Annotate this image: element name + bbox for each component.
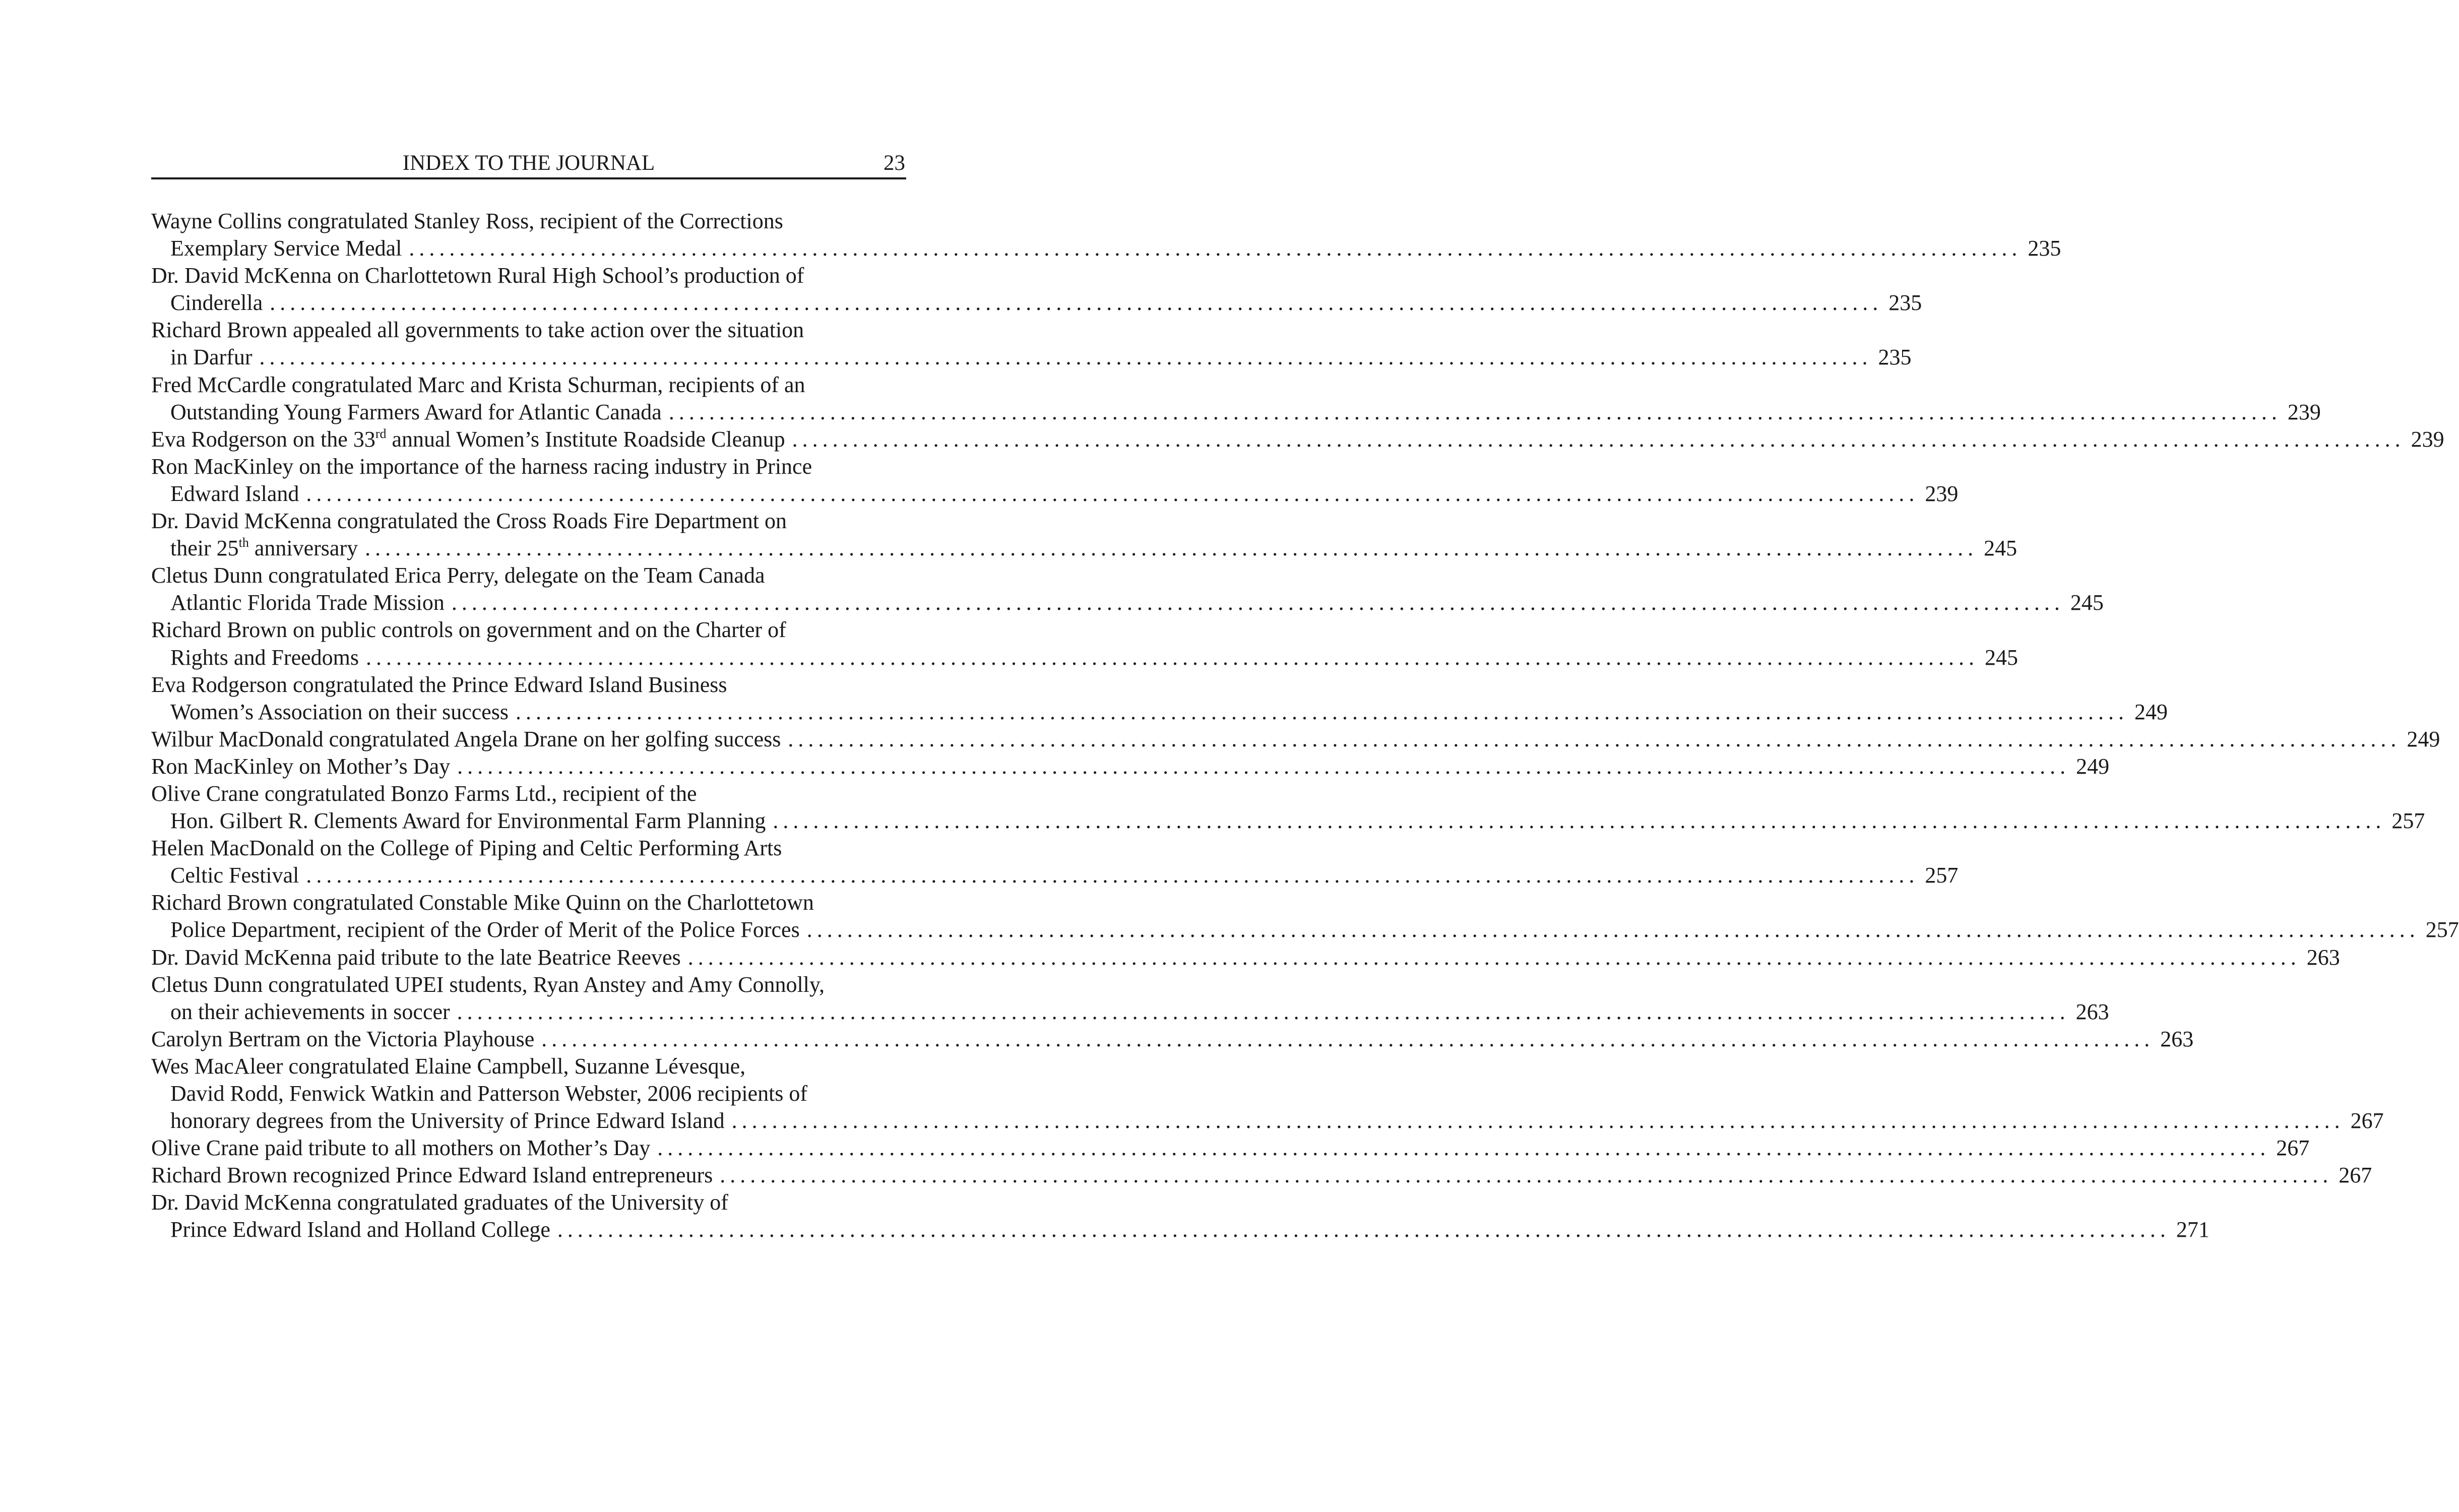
entry-text-line: Celtic Festival [170, 863, 299, 888]
leader-dots: ................................................................................................................................................................ [668, 399, 2282, 424]
page-reference: 239 [2287, 399, 2321, 424]
entry-text-line: Edward Island [170, 481, 299, 506]
leader-dots: ................................................................................................................................................................ [773, 808, 2386, 834]
index-entry [151, 1026, 2194, 1053]
index-entry [151, 371, 2321, 426]
index-entry [151, 780, 2425, 835]
page-reference: 271 [2176, 1217, 2210, 1242]
leader-dots: ................................................................................................................................................................ [806, 917, 2420, 942]
page-reference: 245 [2070, 590, 2104, 615]
page-header [151, 149, 906, 179]
leader-dots: ................................................................................................................................................................ [365, 536, 1978, 561]
page-reference: 245 [1984, 536, 2017, 561]
page-reference: 257 [2425, 917, 2459, 942]
page-number: 23 [884, 151, 905, 175]
leader-dots: ................................................................................................................................................................ [259, 345, 1872, 370]
index-entry-list [151, 208, 2459, 1244]
leader-dots: ................................................................................................................................................................ [657, 1136, 2271, 1161]
page-title: INDEX TO THE JOURNAL [402, 151, 655, 175]
entry-text-line: Olive Crane congratulated Bonzo Farms Ltd., recipient of the [151, 781, 697, 806]
entry-text-line: Carolyn Bertram on the Victoria Playhouse [151, 1026, 535, 1051]
entry-text-line: Eva Rodgerson on the 33rd annual Women’s Institute Roadside Cleanup [151, 426, 785, 452]
entry-text-line: Eva Rodgerson congratulated the Prince Edward Island Business [151, 672, 727, 697]
entry-text-line: David Rodd, Fenwick Watkin and Patterson Webster, 2006 recipients of [170, 1081, 808, 1106]
leader-dots: ................................................................................................................................................................ [720, 1163, 2333, 1188]
leader-dots: ................................................................................................................................................................ [541, 1026, 2155, 1051]
leader-dots: ................................................................................................................................................................ [457, 753, 2070, 779]
page-reference: 263 [2306, 944, 2340, 970]
index-entry [151, 944, 2340, 971]
page-reference: 235 [1888, 290, 1922, 316]
entry-text-line: Richard Brown congratulated Constable Mike Quinn on the Charlottetown [151, 890, 814, 915]
entry-text-line: Dr. David McKenna paid tribute to the late Beatrice Reeves [151, 944, 681, 970]
page-reference: 267 [2350, 1108, 2384, 1133]
entry-text-line: Outstanding Young Farmers Award for Atlantic Canada [170, 399, 662, 424]
leader-dots: ................................................................................................................................................................ [306, 863, 1919, 888]
leader-dots: ................................................................................................................................................................ [788, 726, 2401, 751]
entry-text-line: Wayne Collins congratulated Stanley Ross, recipient of the Corrections [151, 209, 783, 233]
page-reference: 249 [2134, 699, 2168, 724]
leader-dots: ................................................................................................................................................................ [365, 645, 1979, 670]
entry-text-line: Dr. David McKenna congratulated the Cross Roads Fire Department on [151, 509, 787, 534]
page-reference: 235 [2028, 236, 2061, 261]
entry-text-line: Fred McCardle congratulated Marc and Krista Schurman, recipients of an [151, 372, 805, 397]
entry-text-line: Richard Brown on public controls on government and on the Charter of [151, 617, 786, 643]
index-entry [151, 889, 2459, 943]
index-entry [151, 1053, 2384, 1135]
page-reference: 249 [2407, 726, 2440, 751]
entry-text-line: their 25th anniversary [170, 535, 358, 561]
entry-text-line: Dr. David McKenna on Charlottetown Rural High School’s production of [151, 263, 804, 288]
leader-dots: ................................................................................................................................................................ [457, 999, 2070, 1024]
index-entry [151, 453, 1959, 508]
entry-text-line: Women’s Association on their success [170, 699, 509, 724]
index-entry [151, 835, 1959, 889]
page-reference: 235 [1878, 345, 1912, 370]
entry-text-line: Ron MacKinley on Mother’s Day [151, 753, 451, 779]
index-entry [151, 671, 2168, 726]
index-entry [151, 508, 2017, 562]
ordinal-suffix: th [238, 535, 249, 550]
index-entry [151, 208, 2061, 262]
leader-dots: ................................................................................................................................................................ [451, 590, 2064, 615]
page-reference: 263 [2160, 1026, 2194, 1051]
entry-text-line: in Darfur [170, 345, 253, 370]
leader-dots: ................................................................................................................................................................ [306, 481, 1919, 506]
entry-text-line: Police Department, recipient of the Order of Merit of the Police Forces [170, 917, 800, 942]
index-entry [151, 426, 2444, 453]
page-reference: 267 [2339, 1163, 2372, 1188]
index-entry [151, 753, 2110, 780]
page-reference: 267 [2276, 1136, 2310, 1161]
entry-text-line: on their achievements in soccer [170, 999, 450, 1024]
page-reference: 245 [1984, 645, 2018, 670]
page-reference: 257 [1925, 863, 1959, 888]
entry-text-line: Wilbur MacDonald congratulated Angela Drane on her golfing success [151, 726, 781, 751]
index-entry [151, 262, 1922, 317]
entry-text-line: Olive Crane paid tribute to all mothers on Mother’s Day [151, 1136, 651, 1161]
leader-dots: ................................................................................................................................................................ [557, 1217, 2170, 1242]
entry-text-line: Helen MacDonald on the College of Piping and Celtic Performing Arts [151, 836, 782, 861]
leader-dots: ................................................................................................................................................................ [792, 426, 2405, 452]
leader-dots: ................................................................................................................................................................ [270, 290, 1883, 316]
leader-dots: ................................................................................................................................................................ [731, 1108, 2345, 1133]
page-reference: 249 [2076, 753, 2110, 779]
page-reference: 239 [1925, 481, 1959, 506]
index-entry [151, 616, 2018, 671]
entry-text-line: Ron MacKinley on the importance of the harness racing industry in Prince [151, 454, 812, 479]
index-entry [151, 1162, 2372, 1189]
leader-dots: ................................................................................................................................................................ [687, 944, 2301, 970]
page-reference: 263 [2075, 999, 2109, 1024]
entry-text-line: Atlantic Florida Trade Mission [170, 590, 445, 615]
entry-text-line: Rights and Freedoms [170, 645, 359, 670]
page-reference: 257 [2391, 808, 2425, 834]
index-entry [151, 726, 2440, 753]
entry-text-line: Hon. Gilbert R. Clements Award for Environmental Farm Planning [170, 808, 766, 834]
entry-text-line: Cletus Dunn congratulated UPEI students, Ryan Anstey and Amy Connolly, [151, 972, 825, 997]
entry-text-line: Richard Brown appealed all governments to take action over the situation [151, 318, 804, 343]
entry-text-line: Exemplary Service Medal [170, 236, 402, 261]
index-entry [151, 1189, 2210, 1243]
entry-text-line: Cletus Dunn congratulated Erica Perry, delegate on the Team Canada [151, 563, 765, 588]
entry-text-line: Prince Edward Island and Holland College [170, 1217, 550, 1242]
index-entry [151, 1135, 2310, 1162]
index-entry [151, 562, 2104, 616]
leader-dots: ................................................................................................................................................................ [516, 699, 2129, 724]
entry-text-line: Richard Brown recognized Prince Edward Island entrepreneurs [151, 1163, 713, 1188]
index-entry [151, 971, 2109, 1026]
entry-text-line: honorary degrees from the University of Prince Edward Island [170, 1108, 725, 1133]
entry-text-line: Dr. David McKenna congratulated graduates of the University of [151, 1190, 728, 1215]
entry-text-line: Cinderella [170, 290, 263, 316]
ordinal-suffix: rd [375, 426, 387, 441]
page-reference: 239 [2411, 426, 2444, 452]
entry-text-line: Wes MacAleer congratulated Elaine Campbell, Suzanne Lévesque, [151, 1053, 746, 1079]
index-entry [151, 317, 1912, 371]
leader-dots: ................................................................................................................................................................ [409, 236, 2022, 261]
